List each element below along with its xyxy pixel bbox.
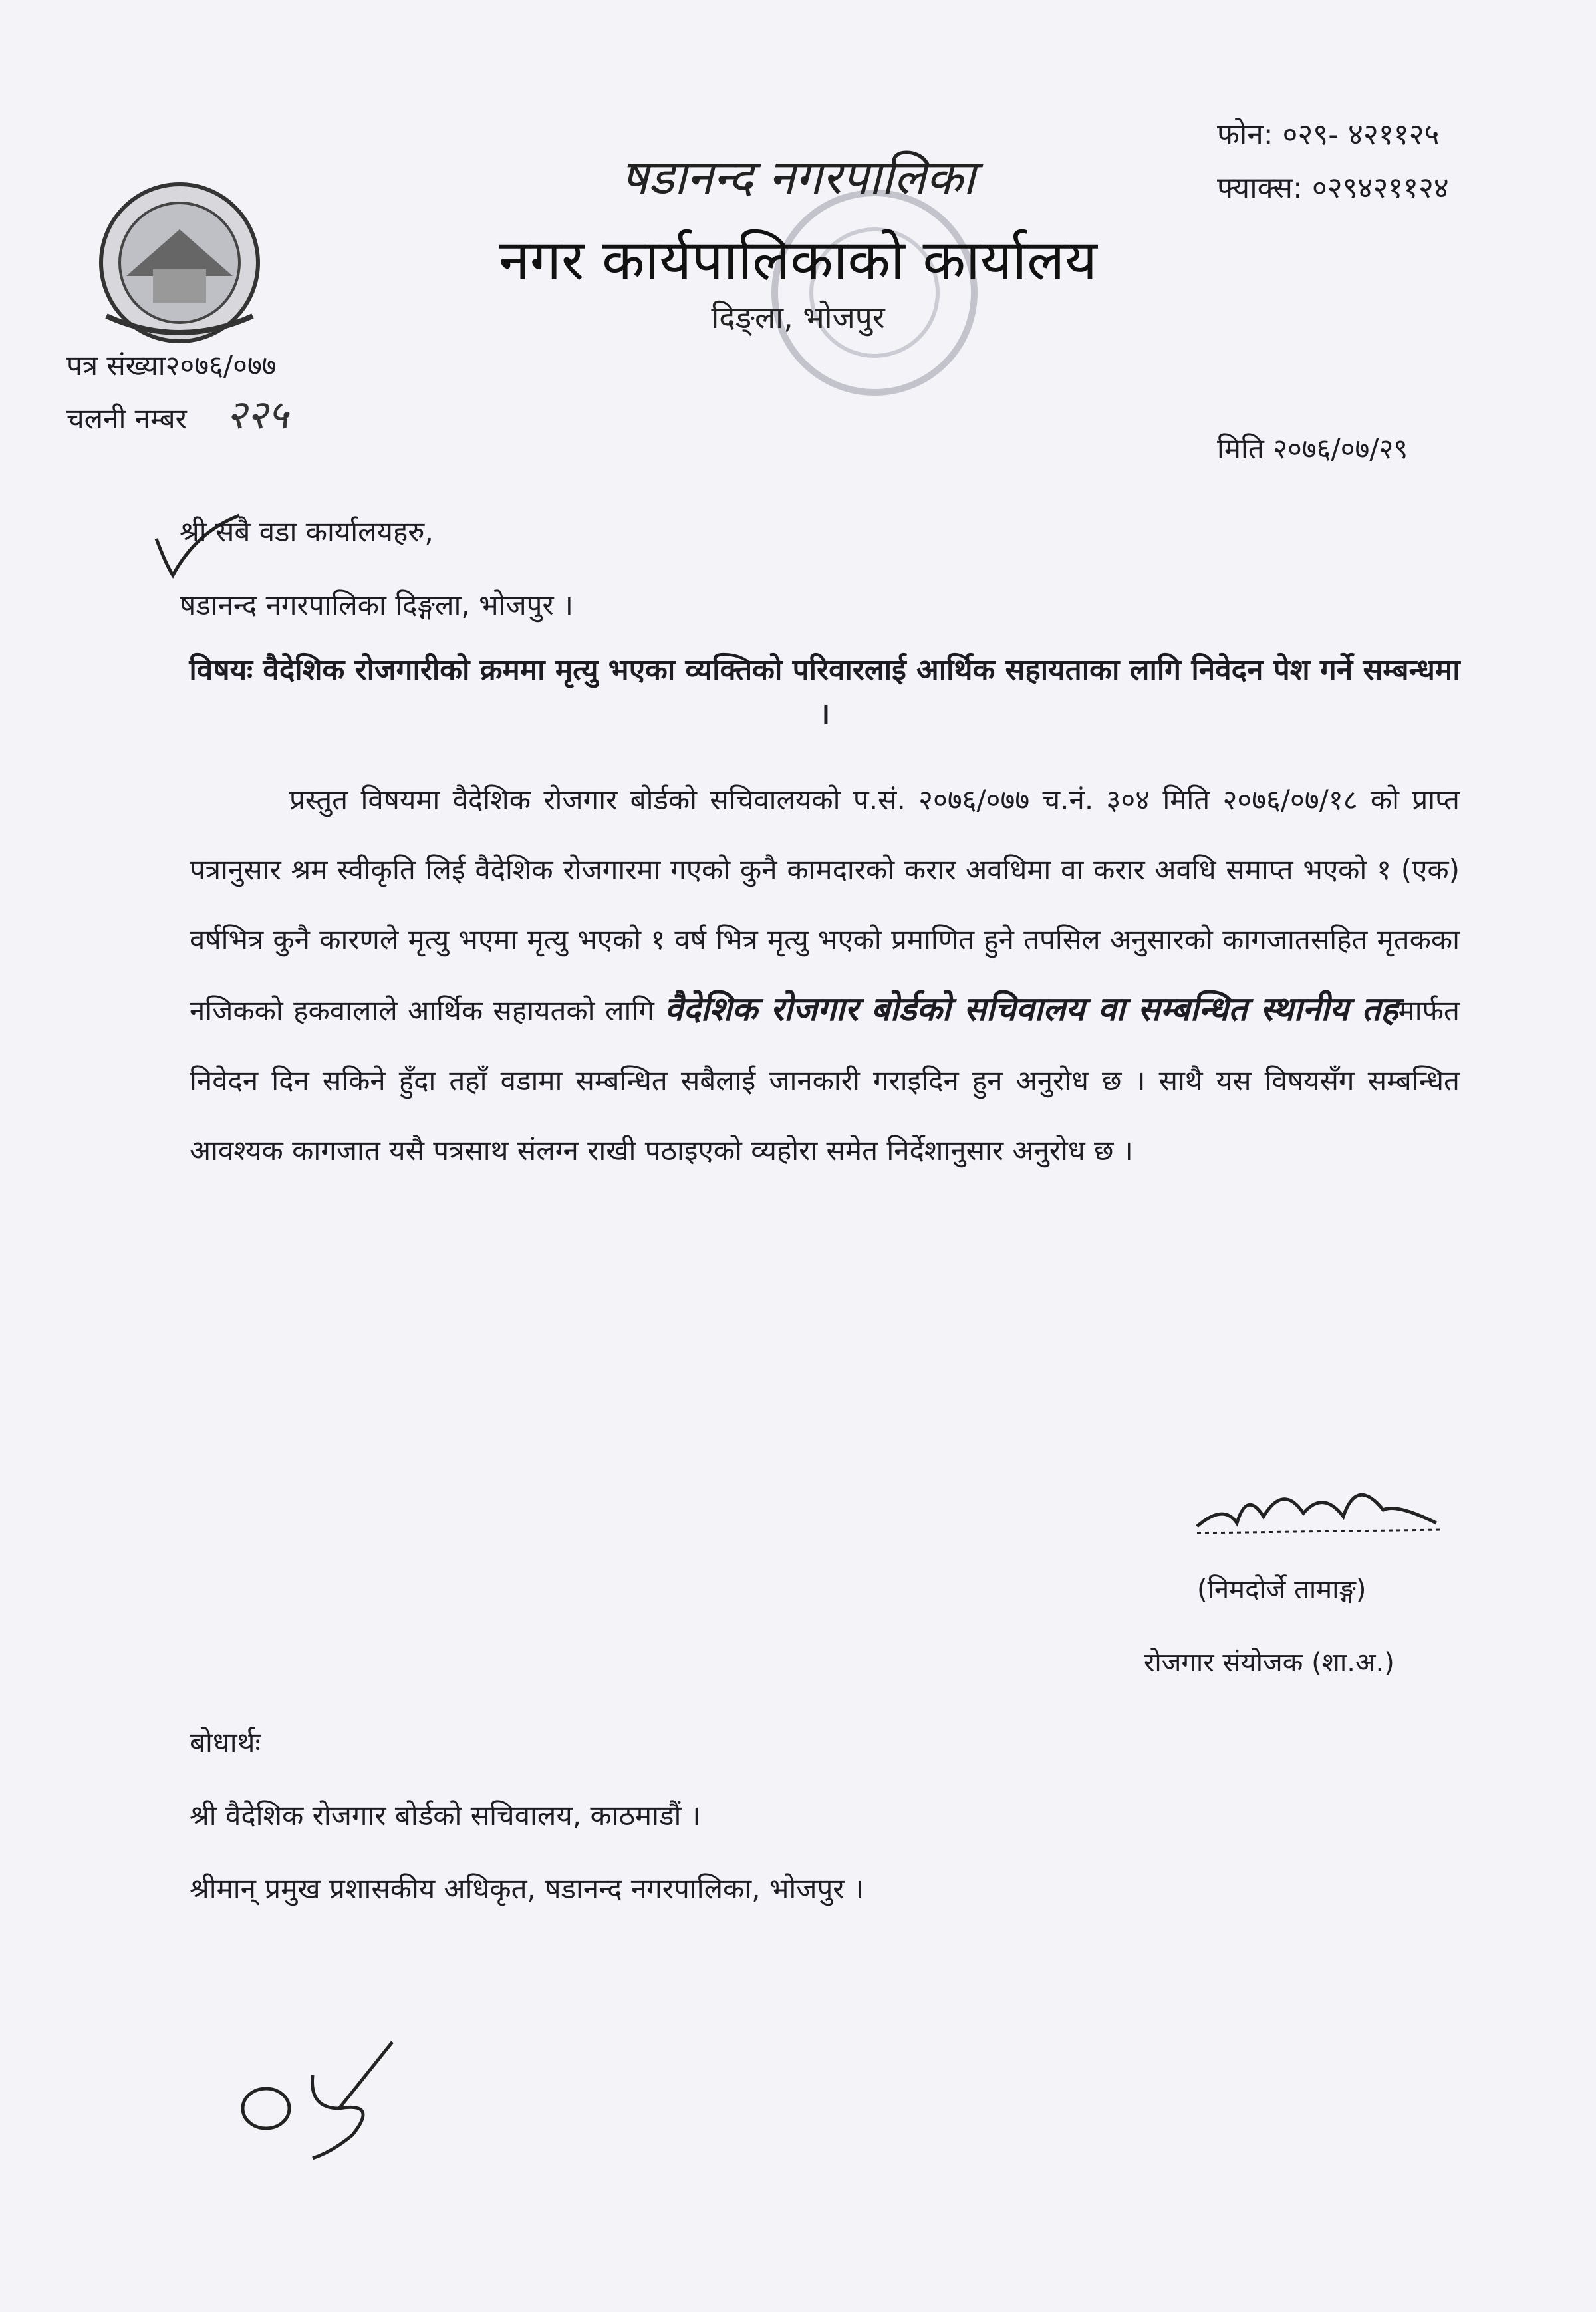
- office-title: नगर कार्यपालिकाको कार्यालय: [499, 227, 1097, 293]
- signature-icon: [1184, 1463, 1450, 1563]
- body-part-2: मार्फत निवेदन दिन सकिने हुँदा तहाँ वडामा सम्बन्धित सबैलाई जानकारी गराइदिन हुन अनुरोध छ । साथै यस विषयसँग सम्बन्धित आवश्यक कागजात यसै पत्रसाथ संलग्न राखी पठाइएको व्यहोरा समेत निर्देशानुसार अनुरोध छ ।: [190, 994, 1460, 1167]
- office-name: षडानन्द नगरपालिका: [620, 149, 976, 205]
- cc-line-1: श्री वैदेशिक रोजगार बोर्डको सचिवालय, काठमाडौं ।: [190, 1799, 701, 1832]
- body-part-1: प्रस्तुत विषयमा वैदेशिक रोजगार बोर्डको सचिवालयको प.सं. २०७६/०७७ च.नं. ३०४ मिति २०७६/०७/१८ को प्राप्त पत्रानुसार श्रम स्वीकृति लिई वैदेशिक रोजगारमा गएको कुनै कामदारको करार अवधिमा वा करार अवधि समाप्त भएको १ (एक) वर्षभित्र कुनै कारणले मृत्यु भएमा मृत्यु भएको १ वर्ष भित्र मृत्यु भएको प्रमाणित हुने तपसिल अनुसारको कागजातसहित मृतकका नजिकको हकवालाले आर्थिक सहायतको लागि: [190, 784, 1460, 1027]
- subject-line: विषयः वैदेशिक रोजगारीको क्रममा मृत्यु भएका व्यक्तिको परिवारलाई आर्थिक सहायताका लागि निवेदन पेश गर्ने सम्बन्धमा ।: [189, 653, 1460, 731]
- chalani-label: चलनी नम्बर: [66, 402, 187, 435]
- cc-line-2: श्रीमान् प्रमुख प्रशासकीय अधिकृत, षडानन्द नगरपालिका, भोजपुर ।: [190, 1872, 864, 1905]
- body-emphasis: वैदेशिक रोजगार बोर्डको सचिवालय वा सम्बन्धित स्थानीय तह: [664, 990, 1398, 1028]
- recipient-line-2: षडानन्द नगरपालिका दिङ्गला, भोजपुर ।: [180, 589, 573, 621]
- fax-number: फ्याक्स: ०२९४२११२४: [1217, 171, 1449, 205]
- handwritten-mark: [226, 2035, 406, 2162]
- reference-number: पत्र संख्या२०७६/०७७: [66, 349, 277, 382]
- letter-body: [190, 765, 1460, 1185]
- letter-date: मिति २०७६/०७/२९: [1217, 432, 1408, 465]
- cc-heading: बोधार्थः: [190, 1726, 261, 1759]
- chalani-number: २२५: [226, 392, 289, 438]
- signatory-title: रोजगार संयोजक (शा.अ.): [1144, 1648, 1395, 1678]
- phone-number: फोन: ०२९- ४२११२५: [1217, 118, 1440, 152]
- signatory-name: (निमदोर्जे तामाङ्ग): [1197, 1574, 1367, 1605]
- recipient-line-1: श्री सबै वडा कार्यालयहरु,: [180, 515, 434, 548]
- office-address: दिङ्ला, भोजपुर: [711, 299, 885, 335]
